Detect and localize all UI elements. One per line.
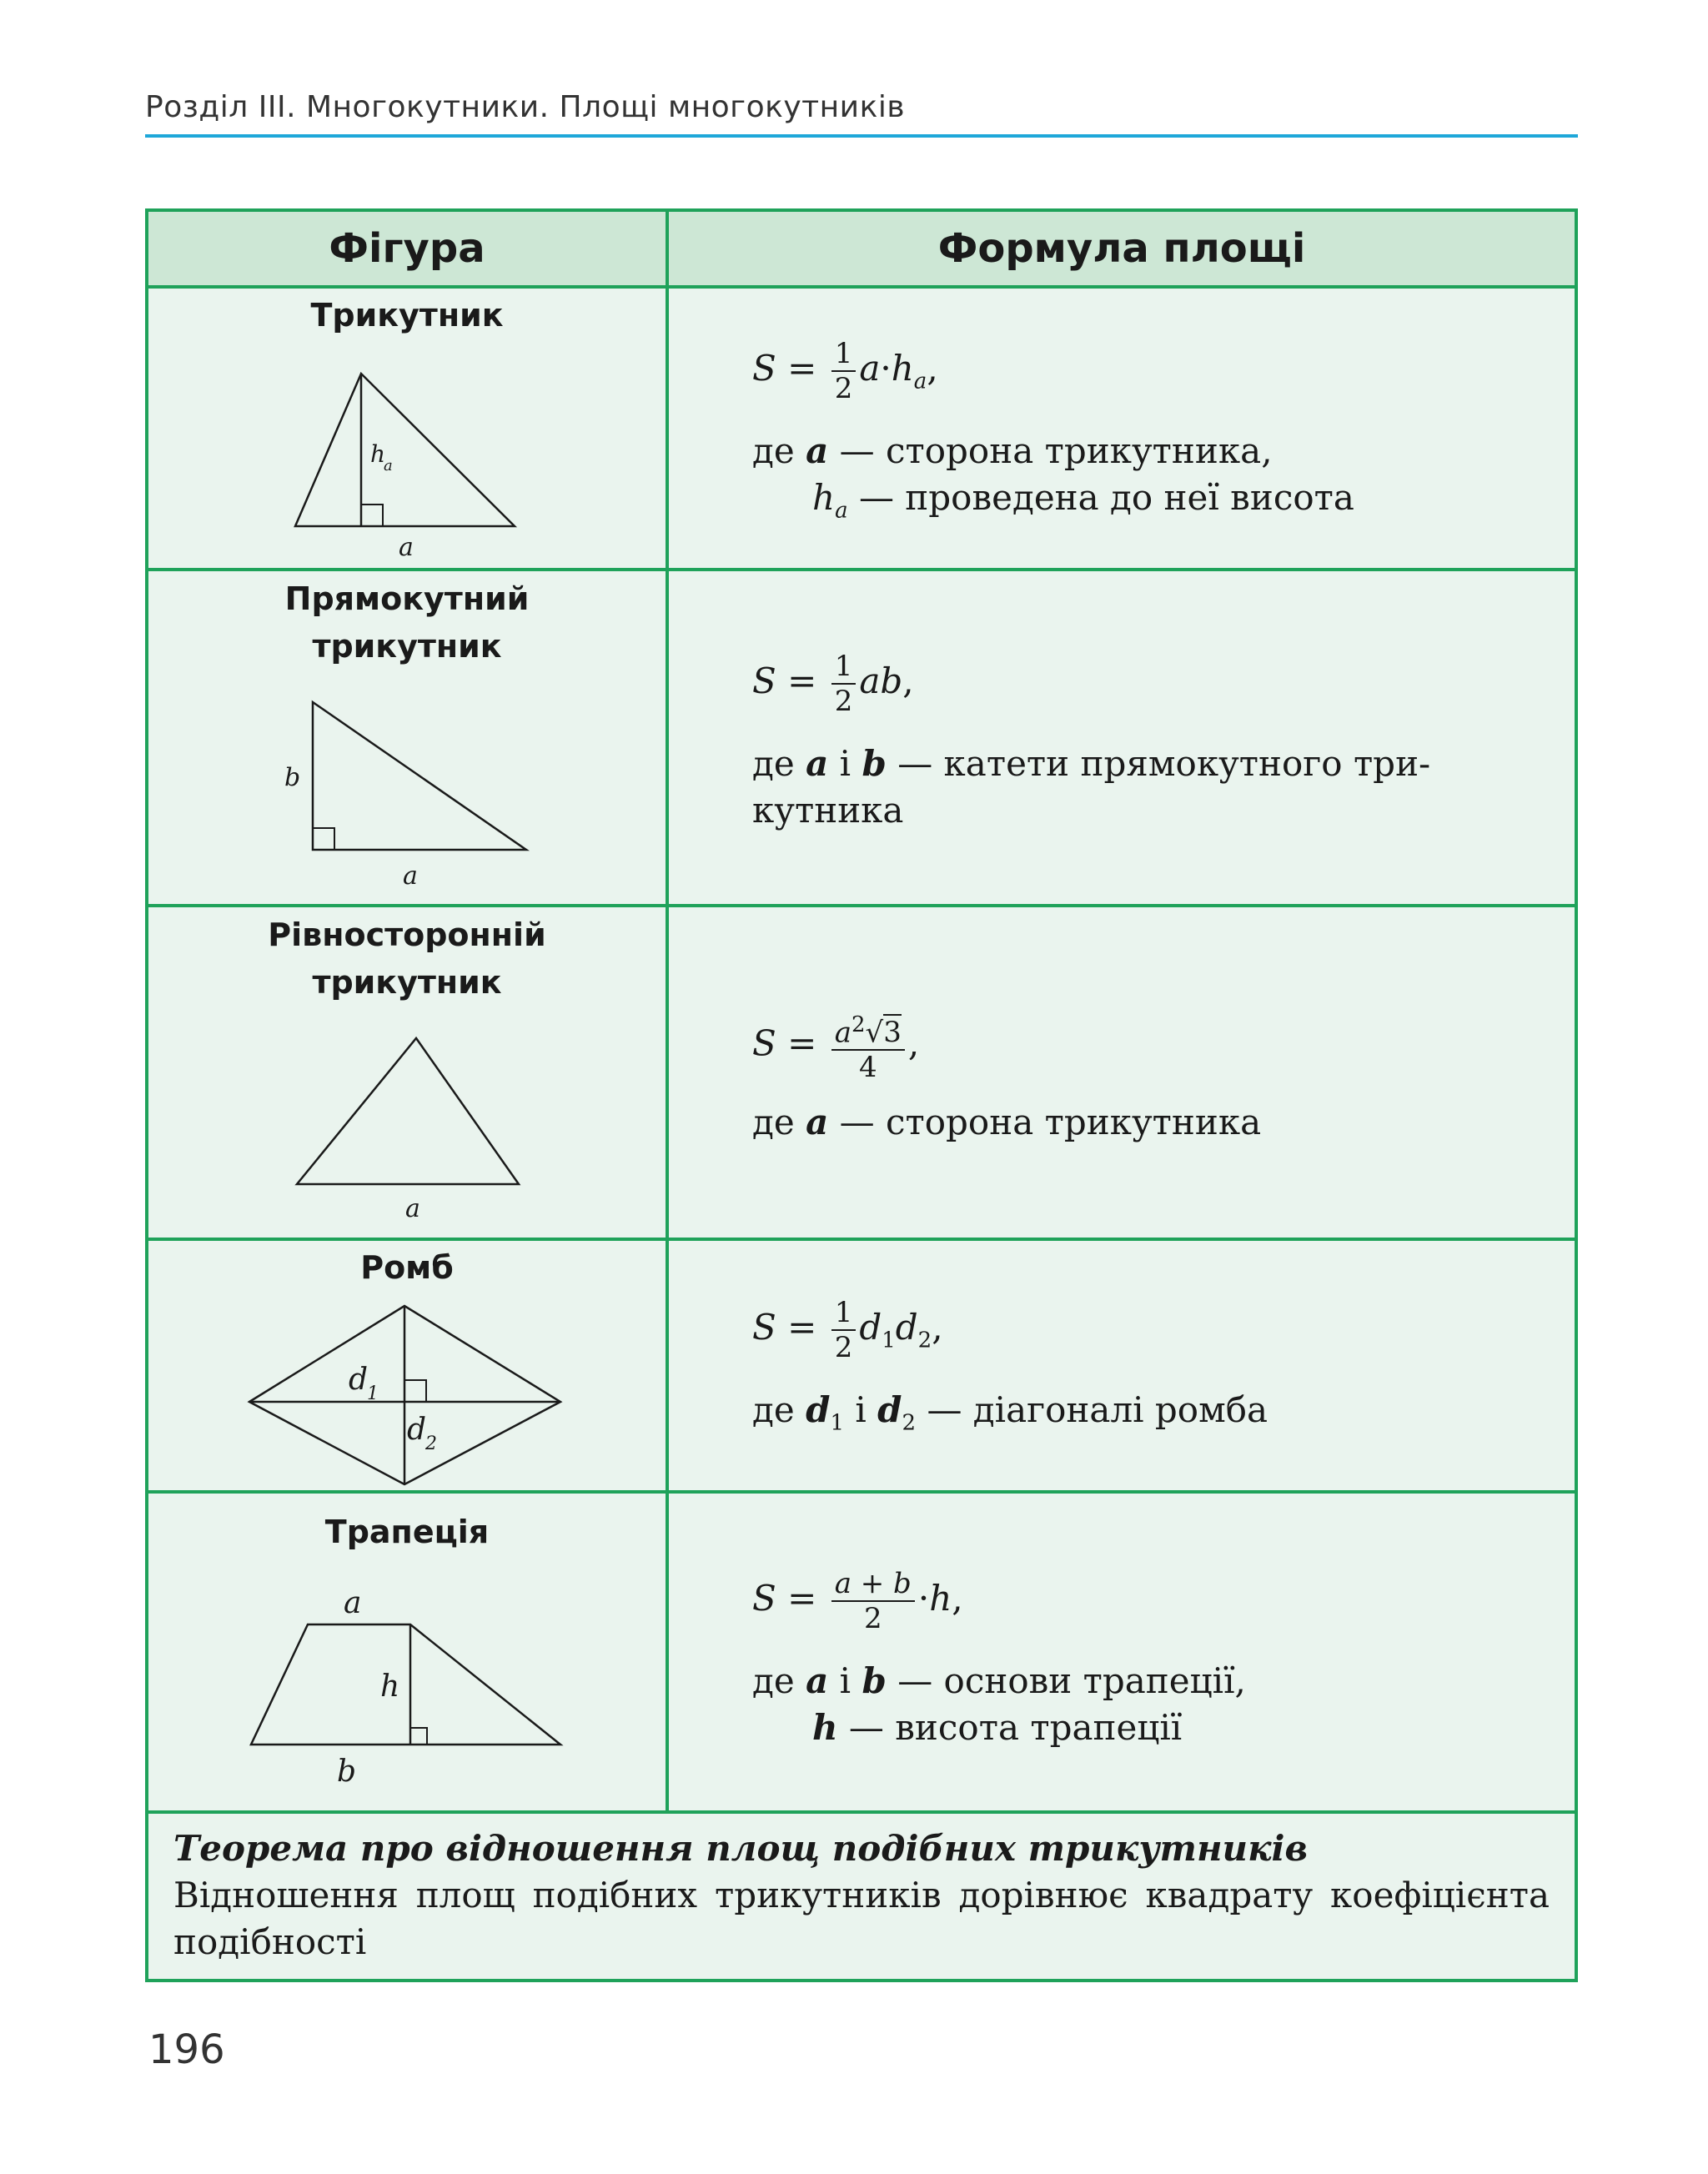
fraction [831,1567,915,1635]
desc-conj: і [839,1660,851,1701]
row-divider [148,1490,1575,1494]
fraction-numerator: $a^2√3$ [834,1012,902,1050]
row-divider [148,1238,1575,1241]
row-divider [148,568,1575,571]
figure-title-line: трикутник [312,964,502,1001]
desc-var: b [862,1660,887,1701]
desc-pre: де [752,1102,795,1142]
desc-text: — проведена до неї висота [858,477,1354,518]
formula-subscript: 2 [917,1328,932,1353]
figure-title-right-triangle [148,575,666,670]
desc-var: b [862,743,887,784]
formula-tail: , [907,1022,920,1064]
desc-text: — основи трапеції, [897,1660,1246,1701]
formula-description: де a — сторона трикутника, [752,430,1273,471]
fraction-numerator: 1 [834,650,853,683]
fraction-numerator: a + b [834,1567,912,1600]
figure-title-rhombus: Ромб [360,1249,454,1286]
formula-lhs: S [752,1307,776,1348]
page-number: 196 [148,2026,225,2073]
triangle-diagram [148,362,666,562]
column-divider [666,212,669,1810]
rhombus-diagram [148,1296,666,1488]
desc-var: d [806,1389,831,1430]
formula-tail: , [932,1307,943,1348]
desc-pre: де [752,1660,795,1701]
theorem-block [173,1825,1550,1966]
column-header-figure: Фігура [329,225,485,272]
desc-var: h [812,1707,838,1748]
formula-line: S = $\frac{a + b}{2}$ ·h, [752,1567,963,1635]
formula-dot: · [880,348,892,389]
formula-line: S = $\frac{a^2√3}{4}$ , [752,1008,919,1084]
leg-a-label: a [403,861,418,891]
desc-var: a [806,743,829,784]
theorem-text: Відношення площ подібних трикутників дорівнює квадрату коефіцієнта подібності [173,1875,1550,1962]
top-base-label: a [344,1586,362,1620]
trapezoid-diagram [148,1579,666,1809]
row-divider [148,285,1575,289]
d1-subscript: 1 [367,1383,379,1404]
formula-var: h [891,348,914,389]
formula-line: S = $\frac{1}{2}$ $d_1d_2$, [752,1296,943,1364]
formula-lhs: S [752,348,776,389]
base-label: a [399,533,414,562]
desc-var: h [812,477,836,518]
desc-subscript: 1 [830,1410,844,1436]
right-triangle-diagram [148,695,666,900]
formula-description [752,1102,1261,1142]
formula-description [752,1660,1246,1701]
column-header-formula: Формула площі [937,225,1306,272]
figure-title-line: Рівносторонній [268,916,546,953]
desc-text: — сторона трикутника [839,1102,1262,1142]
desc-var: d [877,1389,902,1430]
desc-pre: де [752,1389,795,1430]
formula-description [752,790,903,831]
figure-title-equilateral-triangle [148,911,666,1007]
figure-title-line: Прямокутний [284,580,530,617]
desc-conj: і [839,743,851,784]
formula-line: S = $\frac{1}{2}$ $a\cdot h_a$, [752,337,938,405]
formula-description [752,743,1430,784]
formula-subscript: a [913,369,927,394]
desc-var: a [806,1102,829,1142]
formula-lhs: S [752,660,776,701]
formula-description [812,477,1354,523]
d1-label: d [349,1363,369,1397]
formula-var: a [834,1016,851,1050]
height-subscript: a [384,457,393,474]
formula-tail: , [927,348,938,389]
formula-var: d [895,1307,918,1348]
fraction-denominator: 2 [831,370,857,405]
desc-text: — висота трапеції [848,1707,1183,1748]
fraction [831,1008,905,1084]
fraction [831,1296,857,1364]
side-label: a [405,1194,420,1223]
running-title: Розділ III. Многокутники. Площі многокутників [145,90,906,124]
figure-title-triangle: Трикутник [310,297,504,334]
desc-var: a [806,1660,829,1701]
desc-text: — діагоналі ромба [927,1389,1268,1430]
formula-line: S = $\frac{1}{2}$ ab, [752,650,914,718]
desc-pre: де [752,743,795,784]
leg-b-label: b [284,763,301,792]
row-divider [148,904,1575,907]
row-divider [148,1810,1575,1814]
bottom-base-label: b [337,1755,357,1789]
fraction [831,650,857,718]
desc-subscript: 2 [902,1410,917,1436]
fraction-denominator: 4 [831,1049,905,1084]
formula-radicand: 3 [883,1016,902,1050]
equilateral-triangle-diagram [148,1029,666,1233]
fraction-denominator: 2 [831,683,857,718]
formula-description [812,1707,1182,1748]
d2-label: d [407,1413,427,1447]
formula-lhs: S [752,1578,776,1619]
d2-subscript: 2 [425,1433,437,1454]
area-formulas-table [145,208,1578,1982]
formula-lhs: S [752,1022,776,1064]
height-label: h [370,440,386,468]
fraction-denominator: 2 [831,1329,857,1364]
formula-tail: , [952,1578,963,1619]
fraction-numerator: 1 [834,1296,853,1329]
desc-text: кутника [752,790,904,831]
theorem-title: Теорема про відношення площ подібних трикутників [173,1828,1309,1869]
formula-tail: , [902,660,914,701]
height-label: h [380,1669,400,1704]
formula-var: ab [859,660,903,701]
formula-description [752,1389,1268,1435]
fraction-numerator: 1 [834,337,853,370]
formula-subscript: 1 [882,1328,896,1353]
desc-text: — катети прямокутного три- [897,743,1431,784]
formula-dot: · [917,1578,930,1619]
header-rule [145,134,1578,138]
figure-title-line: трикутник [312,628,502,665]
formula-var: h [929,1578,952,1619]
formula-var: d [859,1307,882,1348]
formula-var: a [859,348,881,389]
desc-var: a [806,430,829,471]
fraction-denominator: 2 [831,1600,915,1635]
fraction [831,337,857,405]
formula-exponent: 2 [851,1012,866,1037]
desc-conj: і [855,1389,867,1430]
figure-title-trapezoid: Трапеція [324,1514,490,1550]
desc-subscript: a [835,498,848,524]
desc-text: — сторона трикутника, [839,430,1273,471]
